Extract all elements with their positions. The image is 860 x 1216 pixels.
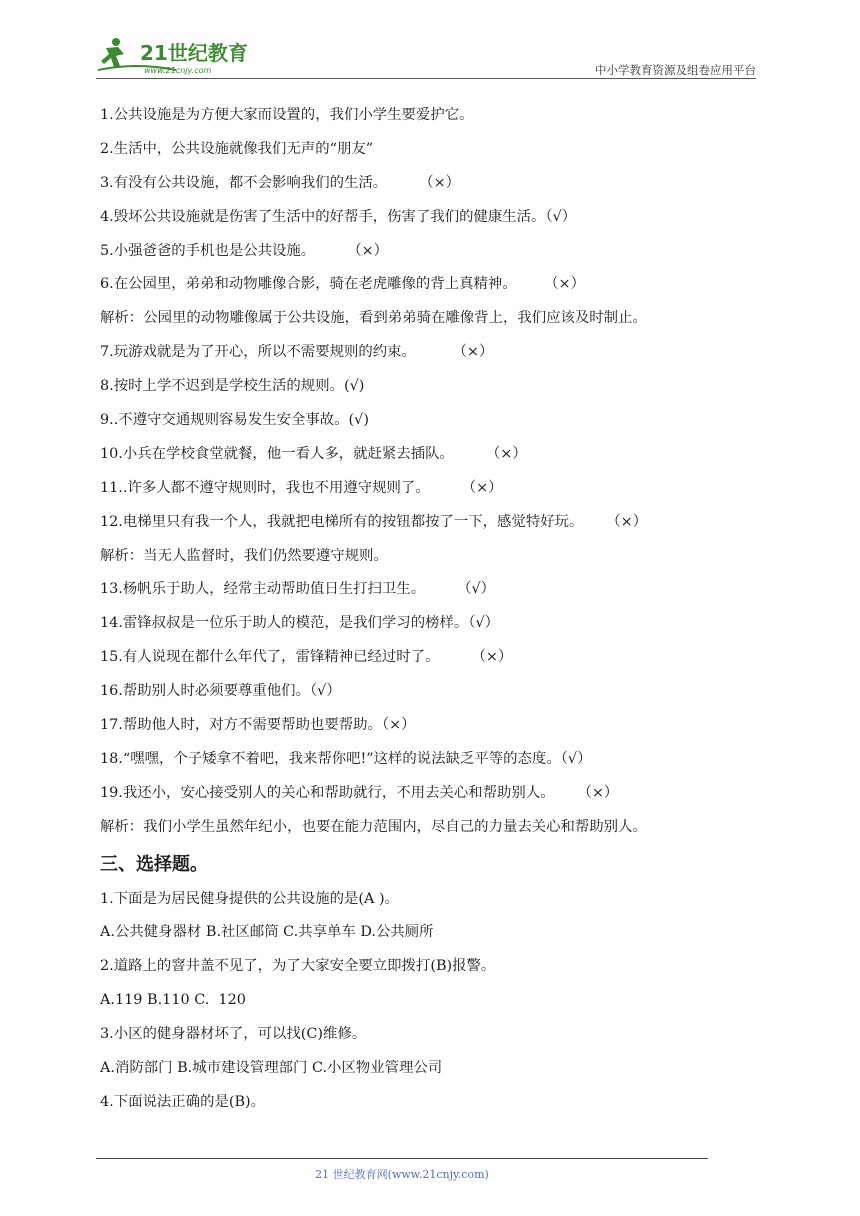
judgement-line: 3.有没有公共设施，都不会影响我们的生活。 （×）	[100, 174, 461, 191]
choice-options: A.消防部门 B.城市建设管理部门 C.小区物业管理公司	[100, 1060, 443, 1077]
choice-question: 4.下面说法正确的是(B)。	[100, 1093, 266, 1110]
judgement-line: 15.有人说现在都什么年代了，雷锋精神已经过时了。 （×）	[100, 649, 513, 666]
choice-question: 1.下面是为居民健身提供的公共设施的是(A )。	[100, 890, 399, 907]
header-platform-label: 中小学教育资源及组卷应用平台	[595, 63, 756, 77]
choice-question: 2.道路上的窨井盖不见了，为了大家安全要立即拨打(B)报警。	[100, 958, 496, 975]
site-logo	[96, 34, 261, 76]
judgement-line: 8.按时上学不迟到是学校生活的规则。(√)	[100, 378, 365, 395]
judgement-line: 5.小强爸爸的手机也是公共设施。 （×）	[100, 242, 389, 259]
header-divider	[96, 78, 756, 79]
choice-options: A.公共健身器材 B.社区邮筒 C.共享单车 D.公共厕所	[100, 924, 434, 941]
judgement-line: 7.玩游戏就是为了开心，所以不需要规则的约束。 （×）	[100, 344, 494, 361]
judgement-line: 14.雷锋叔叔是一位乐于助人的模范，是我们学习的榜样。（√）	[100, 615, 500, 632]
choice-options: A.119 B.110 C. 120	[100, 992, 246, 1009]
judgement-line: 6.在公园里，弟弟和动物雕像合影，骑在老虎雕像的背上真精神。 （×）	[100, 276, 585, 293]
judgement-line: 18.“嘿嘿，个子矮拿不着吧，我来帮你吧!”这样的说法缺乏平等的态度。（√）	[100, 750, 592, 767]
judgement-line: 12.电梯里只有我一个人，我就把电梯所有的按钮都按了一下，感觉特好玩。 （×）	[100, 513, 648, 530]
section-heading: 三、选择题。	[100, 853, 208, 875]
judgement-line: 9..不遵守交通规则容易发生安全事故。(√)	[100, 412, 369, 429]
judgement-line: 2.生活中，公共设施就像我们无声的“朋友”	[100, 140, 374, 157]
judgement-line: 1.公共设施是为方便大家而设置的，我们小学生要爱护它。	[100, 107, 474, 123]
judgement-line: 16.帮助别人时必须要尊重他们。（√）	[100, 683, 341, 700]
logo-url: www.21cnjy.com	[144, 66, 212, 75]
judgement-line: 10.小兵在学校食堂就餐，他一看人多，就赶紧去插队。 （×）	[100, 445, 527, 462]
judgement-line: 4.毁坏公共设施就是伤害了生活中的好帮手，伤害了我们的健康生活。（√）	[100, 208, 577, 225]
analysis-line: 解析：公园里的动物雕像属于公共设施，看到弟弟骑在雕像背上，我们应该及时制止。	[100, 310, 647, 327]
judgement-line: 11..许多人都不遵守规则时，我也不用遵守规则了。 （×）	[100, 479, 503, 496]
logo-wordmark: 21世纪教育	[140, 41, 248, 65]
analysis-line: 解析：当无人监督时，我们仍然要遵守规则。	[100, 547, 388, 564]
document-body	[100, 104, 760, 1125]
judgement-line: 17.帮助他人时，对方不需要帮助也要帮助。（×）	[100, 717, 416, 734]
footer-link[interactable]: 21 世纪教育网(www.21cnjy.com)	[315, 1168, 489, 1181]
page-header	[96, 30, 756, 80]
judgement-line: 19.我还小，安心接受别人的关心和帮助就行，不用去关心和帮助别人。 （×）	[100, 784, 619, 801]
analysis-line: 解析：我们小学生虽然年纪小，也要在能力范围内，尽自己的力量去关心和帮助别人。	[100, 818, 647, 835]
footer-divider	[96, 1158, 708, 1159]
judgement-line: 13.杨帆乐于助人，经常主动帮助值日生打扫卫生。 （√）	[100, 581, 496, 598]
choice-question: 3.小区的健身器材坏了，可以找(C)维修。	[100, 1026, 367, 1043]
